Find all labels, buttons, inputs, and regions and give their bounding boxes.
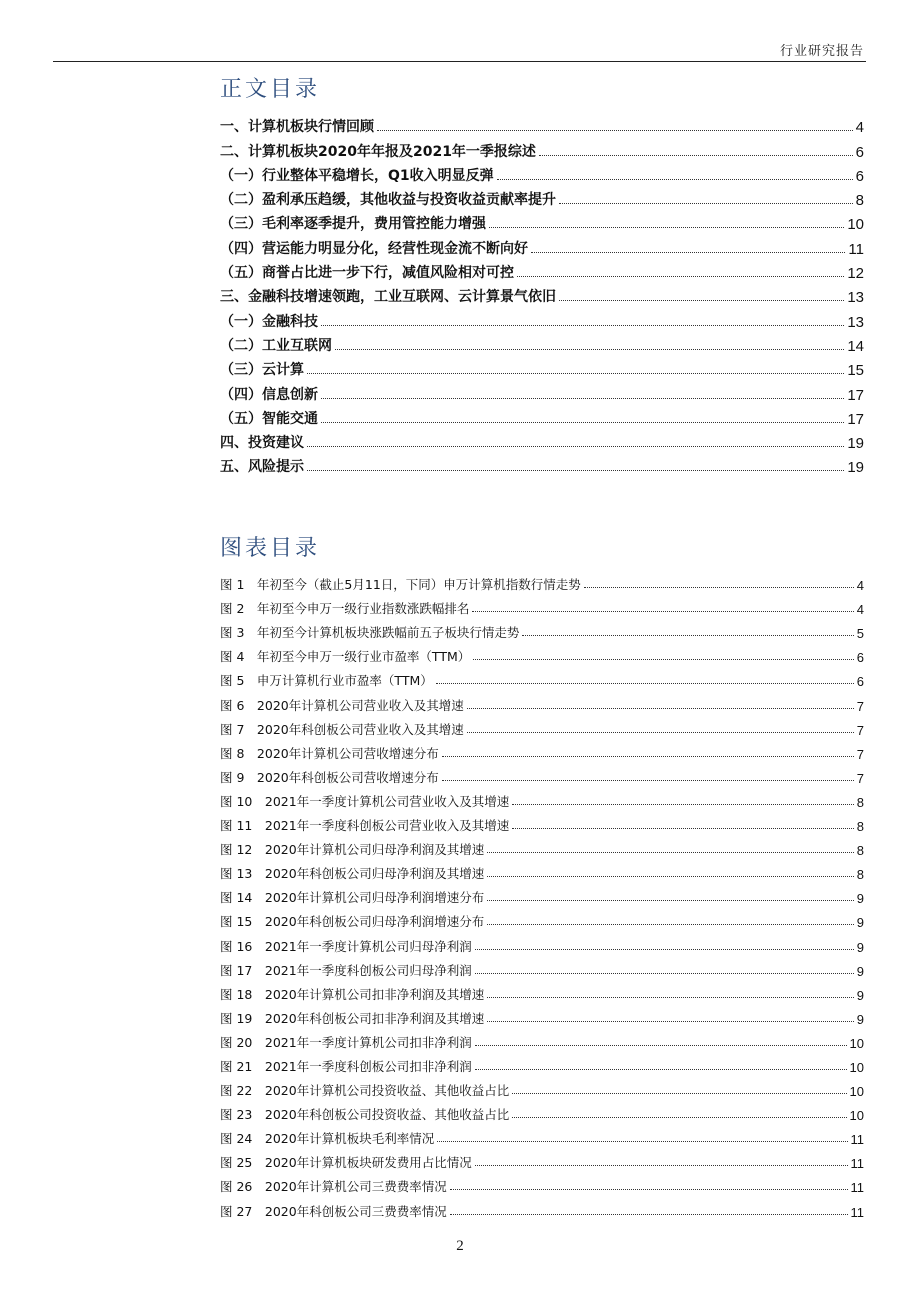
toc-entry-label: 图 19 2020年科创板公司扣非净利润及其增速 xyxy=(220,1010,485,1026)
toc-entry-label: （四）信息创新 xyxy=(220,386,318,403)
dot-leader xyxy=(487,876,854,877)
toc-entry-page: 10 xyxy=(849,1059,864,1075)
dot-leader xyxy=(442,780,854,781)
figure-toc-entry[interactable] xyxy=(220,834,864,858)
figure-toc-entry[interactable] xyxy=(220,955,864,979)
toc-entry-page: 19 xyxy=(847,435,864,453)
dot-leader xyxy=(307,470,844,471)
header-divider xyxy=(53,61,866,62)
dot-leader xyxy=(475,949,854,950)
toc-entry-label: 图 14 2020年计算机公司归母净利润增速分布 xyxy=(220,890,485,906)
toc-entry-label: 图 5 申万计算机行业市盈率（TTM） xyxy=(220,673,433,689)
toc-entry-label: 图 25 2020年计算机板块研发费用占比情况 xyxy=(220,1155,472,1171)
toc-entry-page: 11 xyxy=(850,1132,864,1148)
dot-leader xyxy=(487,1021,854,1022)
dot-leader xyxy=(307,446,844,447)
figure-toc-entry[interactable] xyxy=(220,689,864,713)
toc-entry-label: 五、风险提示 xyxy=(220,459,304,476)
dot-leader xyxy=(335,349,844,350)
figure-toc-entry[interactable] xyxy=(220,1003,864,1027)
toc-entry-page: 7 xyxy=(856,722,864,738)
toc-entry-page: 11 xyxy=(848,240,864,258)
toc-entry-page: 9 xyxy=(856,963,864,979)
toc-entry-label: 图 4 年初至今申万一级行业市盈率（TTM） xyxy=(220,649,471,665)
dot-leader xyxy=(321,325,844,326)
dot-leader xyxy=(487,852,854,853)
toc-entry-label: （二）工业互联网 xyxy=(220,337,332,354)
figure-toc-entry[interactable] xyxy=(220,641,864,665)
toc-entry-page: 9 xyxy=(856,891,864,907)
toc-entry-label: 图 3 年初至今计算机板块涨跌幅前五子板块行情走势 xyxy=(220,625,520,641)
toc-entry-page: 14 xyxy=(847,337,864,355)
dot-leader xyxy=(436,683,854,684)
figure-toc-entry[interactable] xyxy=(220,1051,864,1075)
toc-entry-page: 13 xyxy=(847,289,864,307)
toc-entry-page: 9 xyxy=(856,939,864,955)
toc-entry-page: 12 xyxy=(847,265,864,283)
toc-entry-page: 10 xyxy=(849,1035,864,1051)
main-toc xyxy=(220,112,864,476)
dot-leader xyxy=(321,398,844,399)
figure-toc-entry[interactable] xyxy=(220,1027,864,1051)
toc-entry-page: 8 xyxy=(856,794,864,810)
figure-toc xyxy=(220,569,864,1220)
toc-entry-page: 15 xyxy=(847,362,864,380)
toc-entry[interactable] xyxy=(220,233,864,257)
toc-entry-label: （三）毛利率逐季提升，费用管控能力增强 xyxy=(220,216,486,233)
dot-leader xyxy=(497,179,853,180)
figure-toc-entry[interactable] xyxy=(220,979,864,1003)
main-toc-title: 正文目录 xyxy=(220,77,321,102)
dot-leader xyxy=(559,203,853,204)
toc-entry[interactable] xyxy=(220,331,864,355)
toc-entry-label: 图 9 2020年科创板公司营收增速分布 xyxy=(220,769,439,785)
toc-entry-page: 17 xyxy=(847,410,864,428)
figure-toc-entry[interactable] xyxy=(220,569,864,593)
figure-toc-entry[interactable] xyxy=(220,930,864,954)
dot-leader xyxy=(473,659,854,660)
toc-entry-label: 图 10 2021年一季度计算机公司营业收入及其增速 xyxy=(220,793,510,809)
dot-leader xyxy=(522,635,853,636)
toc-entry-label: （一）金融科技 xyxy=(220,313,318,330)
toc-entry-page: 19 xyxy=(847,459,864,477)
toc-entry[interactable] xyxy=(220,282,864,306)
toc-entry-page: 10 xyxy=(847,216,864,234)
toc-entry[interactable] xyxy=(220,404,864,428)
toc-entry-label: 二、计算机板块2020年年报及2021年一季报综述 xyxy=(220,143,536,160)
toc-entry-page: 4 xyxy=(856,602,864,618)
toc-entry[interactable] xyxy=(220,452,864,476)
toc-entry-label: 图 2 年初至今申万一级行业指数涨跌幅排名 xyxy=(220,601,470,617)
dot-leader xyxy=(472,611,853,612)
figure-toc-entry[interactable] xyxy=(220,714,864,738)
dot-leader xyxy=(487,997,854,998)
figure-toc-title: 图表目录 xyxy=(220,536,321,561)
toc-entry-page: 9 xyxy=(856,915,864,931)
dot-leader xyxy=(475,1165,848,1166)
toc-entry[interactable] xyxy=(220,112,864,136)
toc-entry-label: 图 20 2021年一季度计算机公司扣非净利润 xyxy=(220,1034,472,1050)
toc-entry-label: 图 18 2020年计算机公司扣非净利润及其增速 xyxy=(220,986,485,1002)
toc-entry-label: 图 1 年初至今（截止5月11日，下同）申万计算机指数行情走势 xyxy=(220,577,581,593)
dot-leader xyxy=(512,828,854,829)
dot-leader xyxy=(475,1045,847,1046)
toc-entry-label: 四、投资建议 xyxy=(220,435,304,452)
toc-entry-label: （五）商誉占比进一步下行，减值风险相对可控 xyxy=(220,265,514,282)
figure-toc-entry[interactable] xyxy=(220,617,864,641)
figure-toc-entry[interactable] xyxy=(220,1099,864,1123)
dot-leader xyxy=(321,422,844,423)
toc-entry-page: 4 xyxy=(856,578,864,594)
dot-leader xyxy=(467,732,854,733)
toc-entry-page: 11 xyxy=(850,1156,864,1172)
toc-entry-label: 图 24 2020年计算机板块毛利率情况 xyxy=(220,1131,435,1147)
toc-entry-page: 6 xyxy=(855,143,864,161)
toc-entry-label: 图 8 2020年计算机公司营收增速分布 xyxy=(220,745,439,761)
toc-entry-page: 8 xyxy=(856,843,864,859)
toc-entry-page: 4 xyxy=(855,119,864,137)
toc-entry-label: （二）盈利承压趋缓，其他收益与投资收益贡献率提升 xyxy=(220,192,556,209)
dot-leader xyxy=(437,1141,847,1142)
toc-entry-label: 三、金融科技增速领跑，工业互联网、云计算景气依旧 xyxy=(220,289,556,306)
toc-entry[interactable] xyxy=(220,428,864,452)
toc-entry-page: 8 xyxy=(856,867,864,883)
dot-leader xyxy=(487,900,854,901)
figure-toc-entry[interactable] xyxy=(220,786,864,810)
toc-entry-label: 图 17 2021年一季度科创板公司归母净利润 xyxy=(220,962,472,978)
toc-entry-label: （一）行业整体平稳增长，Q1收入明显反弹 xyxy=(220,167,494,184)
dot-leader xyxy=(489,227,844,228)
toc-entry-page: 11 xyxy=(850,1180,864,1196)
dot-leader xyxy=(467,708,854,709)
toc-entry-page: 6 xyxy=(855,167,864,185)
toc-entry[interactable] xyxy=(220,136,864,160)
toc-entry[interactable] xyxy=(220,306,864,330)
toc-entry[interactable] xyxy=(220,185,864,209)
figure-toc-entry[interactable] xyxy=(220,738,864,762)
dot-leader xyxy=(512,1117,846,1118)
dot-leader xyxy=(559,300,844,301)
toc-entry-label: 图 23 2020年科创板公司投资收益、其他收益占比 xyxy=(220,1107,510,1123)
dot-leader xyxy=(442,756,854,757)
figure-toc-entry[interactable] xyxy=(220,762,864,786)
toc-entry[interactable] xyxy=(220,161,864,185)
toc-entry[interactable] xyxy=(220,209,864,233)
toc-entry-label: （五）智能交通 xyxy=(220,410,318,427)
figure-toc-entry[interactable] xyxy=(220,665,864,689)
figure-toc-entry[interactable] xyxy=(220,1123,864,1147)
toc-entry-label: 一、计算机板块行情回顾 xyxy=(220,119,374,136)
figure-toc-entry[interactable] xyxy=(220,858,864,882)
toc-entry-label: 图 22 2020年计算机公司投资收益、其他收益占比 xyxy=(220,1083,510,1099)
toc-entry-page: 9 xyxy=(856,987,864,1003)
toc-entry-label: 图 12 2020年计算机公司归母净利润及其增速 xyxy=(220,842,485,858)
toc-entry-page: 8 xyxy=(856,819,864,835)
dot-leader xyxy=(475,1069,847,1070)
toc-entry-label: 图 13 2020年科创板公司归母净利润及其增速 xyxy=(220,866,485,882)
toc-entry-label: （三）云计算 xyxy=(220,362,304,379)
report-type-header: 行业研究报告 xyxy=(779,44,864,59)
dot-leader xyxy=(539,155,853,156)
dot-leader xyxy=(475,973,854,974)
toc-entry-page: 11 xyxy=(850,1204,864,1220)
figure-toc-entry[interactable] xyxy=(220,1147,864,1171)
toc-entry-page: 7 xyxy=(856,746,864,762)
toc-entry-page: 6 xyxy=(856,650,864,666)
dot-leader xyxy=(377,130,853,131)
toc-entry-page: 6 xyxy=(856,674,864,690)
dot-leader xyxy=(512,1093,846,1094)
toc-entry-page: 13 xyxy=(847,313,864,331)
toc-entry-label: 图 7 2020年科创板公司营业收入及其增速 xyxy=(220,721,464,737)
figure-toc-entry[interactable] xyxy=(220,593,864,617)
toc-entry-label: 图 11 2021年一季度科创板公司营业收入及其增速 xyxy=(220,818,510,834)
dot-leader xyxy=(487,924,854,925)
page-number: 2 xyxy=(456,1238,464,1254)
dot-leader xyxy=(307,373,844,374)
toc-entry-label: 图 15 2020年科创板公司归母净利润增速分布 xyxy=(220,914,485,930)
toc-entry-page: 9 xyxy=(856,1011,864,1027)
toc-entry-label: （四）营运能力明显分化，经营性现金流不断向好 xyxy=(220,240,528,257)
dot-leader xyxy=(517,276,844,277)
toc-entry-page: 8 xyxy=(855,192,864,210)
toc-entry-label: 图 27 2020年科创板公司三费费率情况 xyxy=(220,1203,447,1219)
toc-entry-page: 7 xyxy=(856,698,864,714)
dot-leader xyxy=(584,587,854,588)
figure-toc-entry[interactable] xyxy=(220,810,864,834)
dot-leader xyxy=(450,1189,848,1190)
toc-entry-label: 图 21 2021年一季度科创板公司扣非净利润 xyxy=(220,1058,472,1074)
toc-entry[interactable] xyxy=(220,258,864,282)
dot-leader xyxy=(512,804,854,805)
toc-entry-page: 10 xyxy=(849,1108,864,1124)
toc-entry-label: 图 6 2020年计算机公司营业收入及其增速 xyxy=(220,697,464,713)
toc-entry-label: 图 26 2020年计算机公司三费费率情况 xyxy=(220,1179,447,1195)
toc-entry[interactable] xyxy=(220,355,864,379)
figure-toc-entry[interactable] xyxy=(220,906,864,930)
figure-toc-entry[interactable] xyxy=(220,1075,864,1099)
figure-toc-entry[interactable] xyxy=(220,1171,864,1195)
figure-toc-entry[interactable] xyxy=(220,1195,864,1219)
toc-entry-page: 17 xyxy=(847,386,864,404)
toc-entry-label: 图 16 2021年一季度计算机公司归母净利润 xyxy=(220,938,472,954)
toc-entry[interactable] xyxy=(220,379,864,403)
dot-leader xyxy=(531,252,845,253)
dot-leader xyxy=(450,1214,848,1215)
toc-entry-page: 10 xyxy=(849,1084,864,1100)
figure-toc-entry[interactable] xyxy=(220,882,864,906)
toc-entry-page: 5 xyxy=(856,626,864,642)
toc-entry-page: 7 xyxy=(856,770,864,786)
